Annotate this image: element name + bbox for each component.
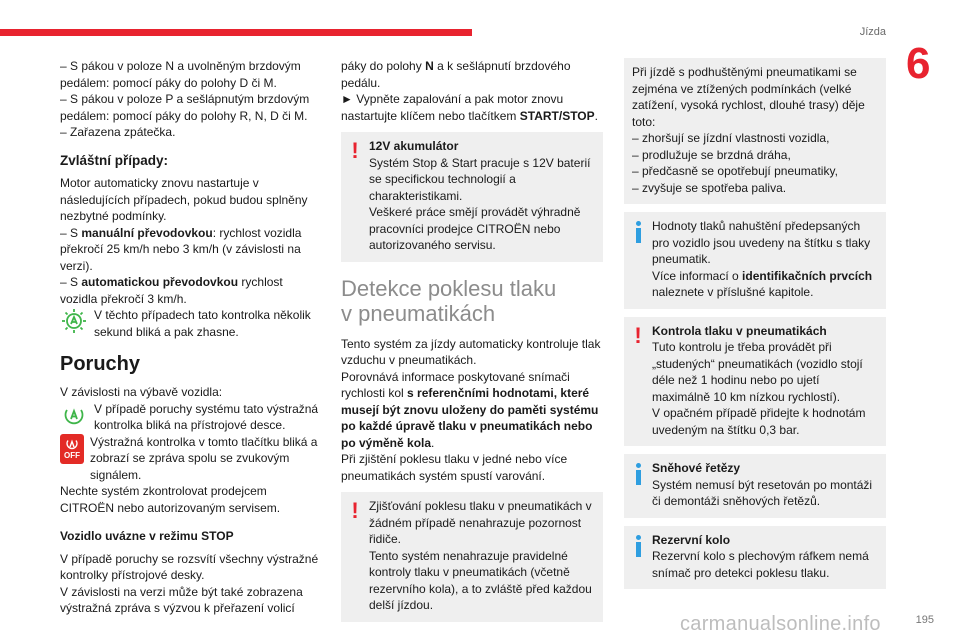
watermark: carmanualsonline.info <box>680 613 881 635</box>
underinflation-item: – zhoršují se jízdní vlastnosti vozidla, <box>632 131 830 145</box>
top-accent-bar <box>0 29 472 36</box>
faults-intro: V závislosti na výbavě vozidla: <box>60 385 223 399</box>
off-label: OFF <box>64 451 80 460</box>
tyre-alert: Při zjištění poklesu tlaku v jedné nebo více pneumatikách systém spustí varování. <box>341 452 568 483</box>
faults-red-row <box>60 434 322 484</box>
info-icon <box>632 535 646 557</box>
stop-start-blink-icon <box>60 307 88 335</box>
spare-wheel-text: Rezervní kolo s plechovým ráfkem nemá snímač pro detekci poklesu tlaku. <box>652 549 869 580</box>
underinflation-item: – předčasně se opotřebují pneumatiky, <box>632 164 838 178</box>
faults-heading: Poruchy <box>60 353 141 375</box>
spare-wheel-info-box <box>624 526 886 590</box>
pressure-check-text-2: V opačném případě přidejte k hodnotám uvedeným na štítku 0,3 bar. <box>652 406 866 437</box>
snow-chains-info-box <box>624 454 886 518</box>
special-manual: – S manuální převodovkou: rychlost vozidla překročí 25 km/h nebo 3 km/h (v závislosti na verzi). <box>60 225 302 273</box>
info-icon <box>632 221 646 243</box>
gear-instruction: páky do polohy N a k sešlápnutí brzdového pedálu. <box>341 59 571 90</box>
faults-green-row <box>60 401 322 434</box>
warning-icon: ! <box>351 138 359 163</box>
stalled-text-2: V závislosti na verzi může být také zobrazena výstražná zpráva s výzvou k přeřazení volicí <box>60 584 303 615</box>
tyre-section-heading: Detekce poklesu tlaku v pneumatikách <box>341 275 557 326</box>
pressure-values-text: Hodnoty tlaků nahuštění předepsaných pro vozidlo jsou uvedeny na štítku s tlaky pneumatik. <box>652 219 871 266</box>
info-icon <box>632 463 646 485</box>
special-cases-heading: Zvláštní případy: <box>60 152 169 168</box>
underinflation-item: – zvyšuje se spotřeba paliva. <box>632 180 787 195</box>
pressure-check-warning-box <box>624 317 886 447</box>
faults-contact: Nechte systém zkontrolovat prodejcem CITROËN nebo autorizovaným servisem. <box>60 484 281 515</box>
bullet-1: – S pákou v poloze N a uvolněným brzdovým pedálem: pomocí páky do polohy D či M. <box>60 59 301 90</box>
driver-attention-text-2: Tento systém nenahrazuje pravidelné kontroly tlaku v pneumatikách (včetně rezervního kola), a to zvláště před každou delší jízdou. <box>369 548 592 612</box>
stalled-text: V případě poruchy se rozsvítí všechny výstražné kontrolky přístrojové desky. <box>60 551 319 582</box>
special-cases-intro: Motor automaticky znovu nastartuje v následujících případech, pokud budou splněny nezbytné podmínky. <box>60 176 308 223</box>
special-auto: – S automatickou převodovkou rychlost vozidla překročí 3 km/h. <box>60 275 283 306</box>
snow-chains-text: Systém nemusí být resetován po montáži či demontáži sněhových řetězů. <box>652 477 873 508</box>
spare-wheel-title: Rezervní kolo <box>652 532 731 547</box>
pressure-values-more: Více informací o identifikačních prvcích naleznete v příslušné kapitole. <box>652 268 873 299</box>
page-number: 195 <box>915 614 934 626</box>
snow-chains-title: Sněhové řetězy <box>652 461 741 475</box>
battery-warning-text: Systém Stop & Start pracuje s 12V baterií se specifickou technologií a charakteristikami. <box>369 155 591 203</box>
stop-start-fault-icon <box>60 401 88 429</box>
tyre-compare: Porovnává informace poskytované snímači rychlosti kol s referenčními hodnotami, které musejí být znovu uloženy do paměti systému po každé úpravě tlaku v pneumatikách nebo po výměně kola. <box>341 369 599 450</box>
battery-warning-title: 12V akumulátor <box>369 139 459 153</box>
driver-attention-text: Zjišťování poklesu tlaku v pneumatikách v žádném případě nenahrazuje pozornost řidiče. <box>369 499 592 546</box>
warning-icon: ! <box>351 498 359 523</box>
pressure-check-text: Tuto kontrolu je třeba provádět při „studených“ pneumatikách (vozidlo stojí déle než 1 hodinu nebo po ujetí maximálně 10 km nízkou rychlostí). <box>652 340 863 404</box>
driver-attention-warning-box <box>341 492 603 622</box>
pressure-check-title: Kontrola tlaku v pneumatikách <box>652 323 827 338</box>
column-2 <box>341 58 603 630</box>
faults-red-text: Výstražná kontrolka v tomto tlačítku bliká a zobrazí se zpráva spolu se zvukovým signálem. <box>90 434 318 482</box>
special-icon-text: V těchto případech tato kontrolka několik sekund bliká a pak zhasne. <box>94 308 311 339</box>
stop-start-off-button-icon <box>60 434 84 464</box>
column-1 <box>60 58 322 617</box>
battery-warning-text-2: Veškeré práce smějí provádět výhradně pracovníci prodejce CITROËN nebo autorizovaného servisu. <box>369 205 581 252</box>
bullet-3: – Zařazena zpátečka. <box>60 125 176 139</box>
faults-green-text: V případě poruchy systému tato výstražná kontrolka bliká na přístrojové desce. <box>94 401 319 432</box>
underinflation-item: – prodlužuje se brzdná dráha, <box>632 147 791 162</box>
tyre-intro: Tento systém za jízdy automaticky kontroluje tlak vzduchu v pneumatikách. <box>341 336 601 367</box>
warning-icon: ! <box>634 322 642 348</box>
pressure-values-info-box <box>624 212 886 309</box>
column-3 <box>624 58 886 597</box>
underinflation-intro: Při jízdě s podhuštěnými pneumatikami se zejména ve ztížených podmínkách (velké zatížení, vysoká rychlost, dlouhé trasy) děje toto: <box>632 65 865 129</box>
section-header: Jízda <box>859 26 886 38</box>
underinflation-box <box>624 58 886 204</box>
battery-warning-box <box>341 132 603 262</box>
bullet-2: – S pákou v poloze P a sešlápnutým brzdovým pedálem: pomocí páky do polohy R, N, D či M. <box>60 92 310 123</box>
stalled-heading: Vozidlo uvázne v režimu STOP <box>60 529 234 543</box>
special-icon-row <box>60 307 322 340</box>
chapter-number: 6 <box>906 39 931 88</box>
restart-instruction: ► Vypněte zapalování a pak motor znovu nastartujte klíčem nebo tlačítkem START/STOP. <box>341 92 598 123</box>
